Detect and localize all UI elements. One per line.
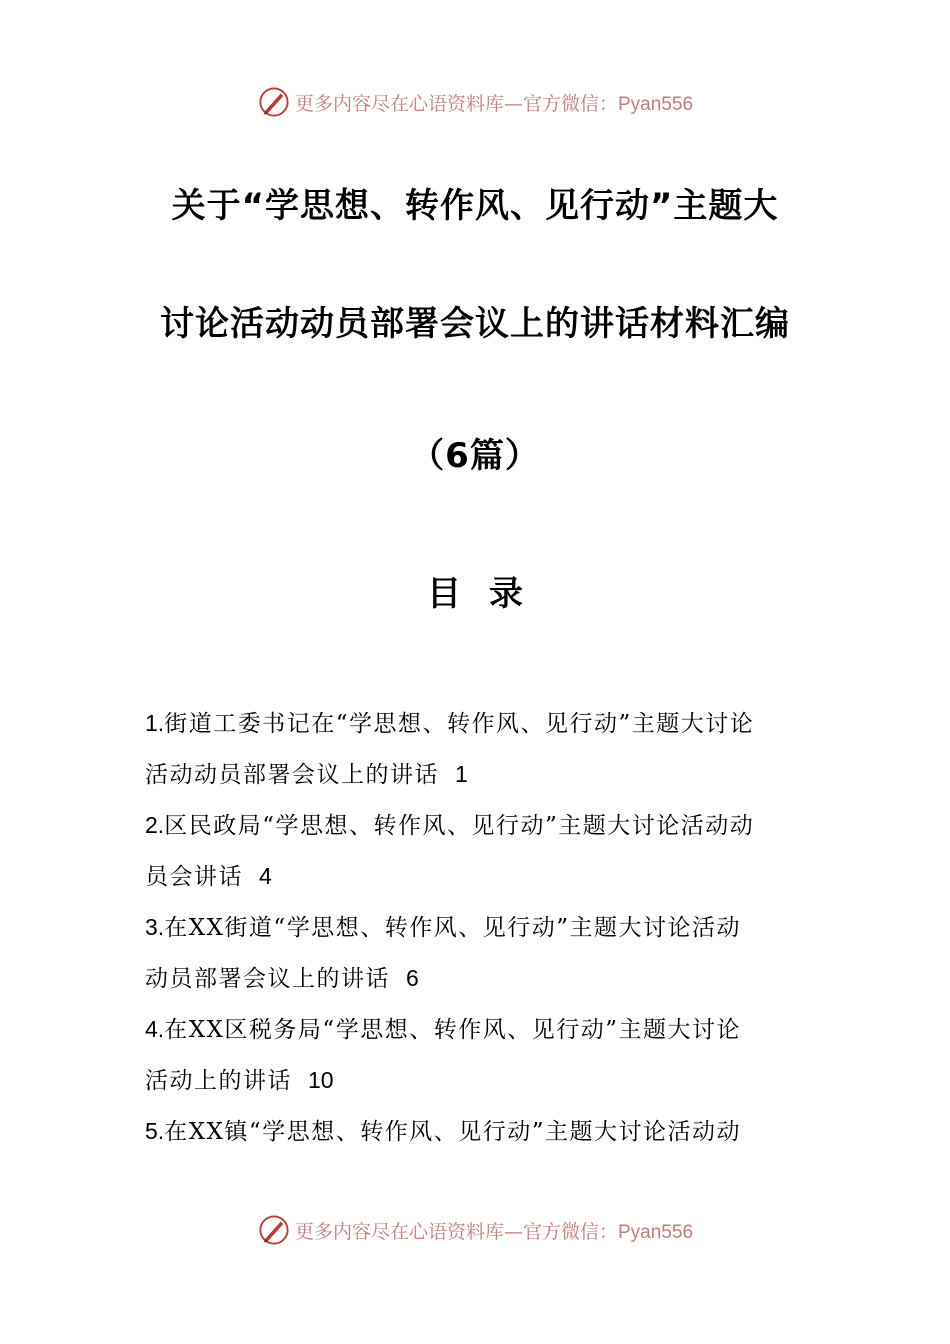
watermark-header (0, 82, 950, 122)
toc-item-number: 2. (145, 812, 165, 838)
toc-item-title-cont: 活动上的讲话 (145, 1068, 292, 1094)
toc-item-number: 3. (145, 914, 165, 940)
toc-item[interactable] (145, 1106, 815, 1157)
watermark-footer (0, 1210, 950, 1250)
document-title-line-1: 关于“学思想、转作风、见行动”主题大 (171, 186, 779, 226)
document-title-line-3: （6篇） (410, 436, 540, 476)
toc-item-page: 1 (455, 761, 468, 787)
watermark-handle: Pyan556 (618, 93, 694, 115)
toc-item-page: 4 (259, 863, 272, 889)
toc-item-number: 1. (145, 710, 165, 736)
toc-item-title: 在XX区税务局“学思想、转作风、见行动”主题大讨论 (164, 1017, 741, 1043)
toc-item-title-cont: 动员部署会议上的讲话 (145, 966, 390, 992)
toc-item-page: 6 (406, 965, 419, 991)
toc-heading: 目录 (427, 574, 551, 614)
watermark-handle: Pyan556 (618, 1221, 694, 1243)
toc-item[interactable] (145, 698, 815, 800)
toc-item-title-cont: 员会讲话 (145, 864, 243, 890)
watermark-text: 更多内容尽在心语资料库—官方微信：Pyan556 (294, 1220, 694, 1243)
toc-item[interactable] (145, 902, 815, 1004)
toc-item-title: 在XX镇“学思想、转作风、见行动”主题大讨论活动动 (164, 1119, 741, 1145)
toc-item-number: 5. (145, 1118, 165, 1144)
toc-item-number: 4. (145, 1016, 165, 1042)
document-title-line-2: 讨论活动动员部署会议上的讲话材料汇编 (160, 304, 790, 344)
toc-item-title: 区民政局“学思想、转作风、见行动”主题大讨论活动动 (164, 813, 755, 839)
toc-item-title-cont: 活动动员部署会议上的讲话 (145, 762, 439, 788)
toc-item[interactable] (145, 800, 815, 902)
toc-item[interactable] (145, 1004, 815, 1106)
pen-logo-icon (257, 85, 291, 119)
table-of-contents (145, 698, 815, 1157)
toc-item-title: 街道工委书记在“学思想、转作风、见行动”主题大讨论 (164, 711, 755, 737)
toc-item-title: 在XX街道“学思想、转作风、见行动”主题大讨论活动 (164, 915, 741, 941)
watermark-text: 更多内容尽在心语资料库—官方微信：Pyan556 (294, 92, 694, 115)
toc-item-page: 10 (308, 1067, 334, 1093)
pen-logo-icon (257, 1213, 291, 1247)
